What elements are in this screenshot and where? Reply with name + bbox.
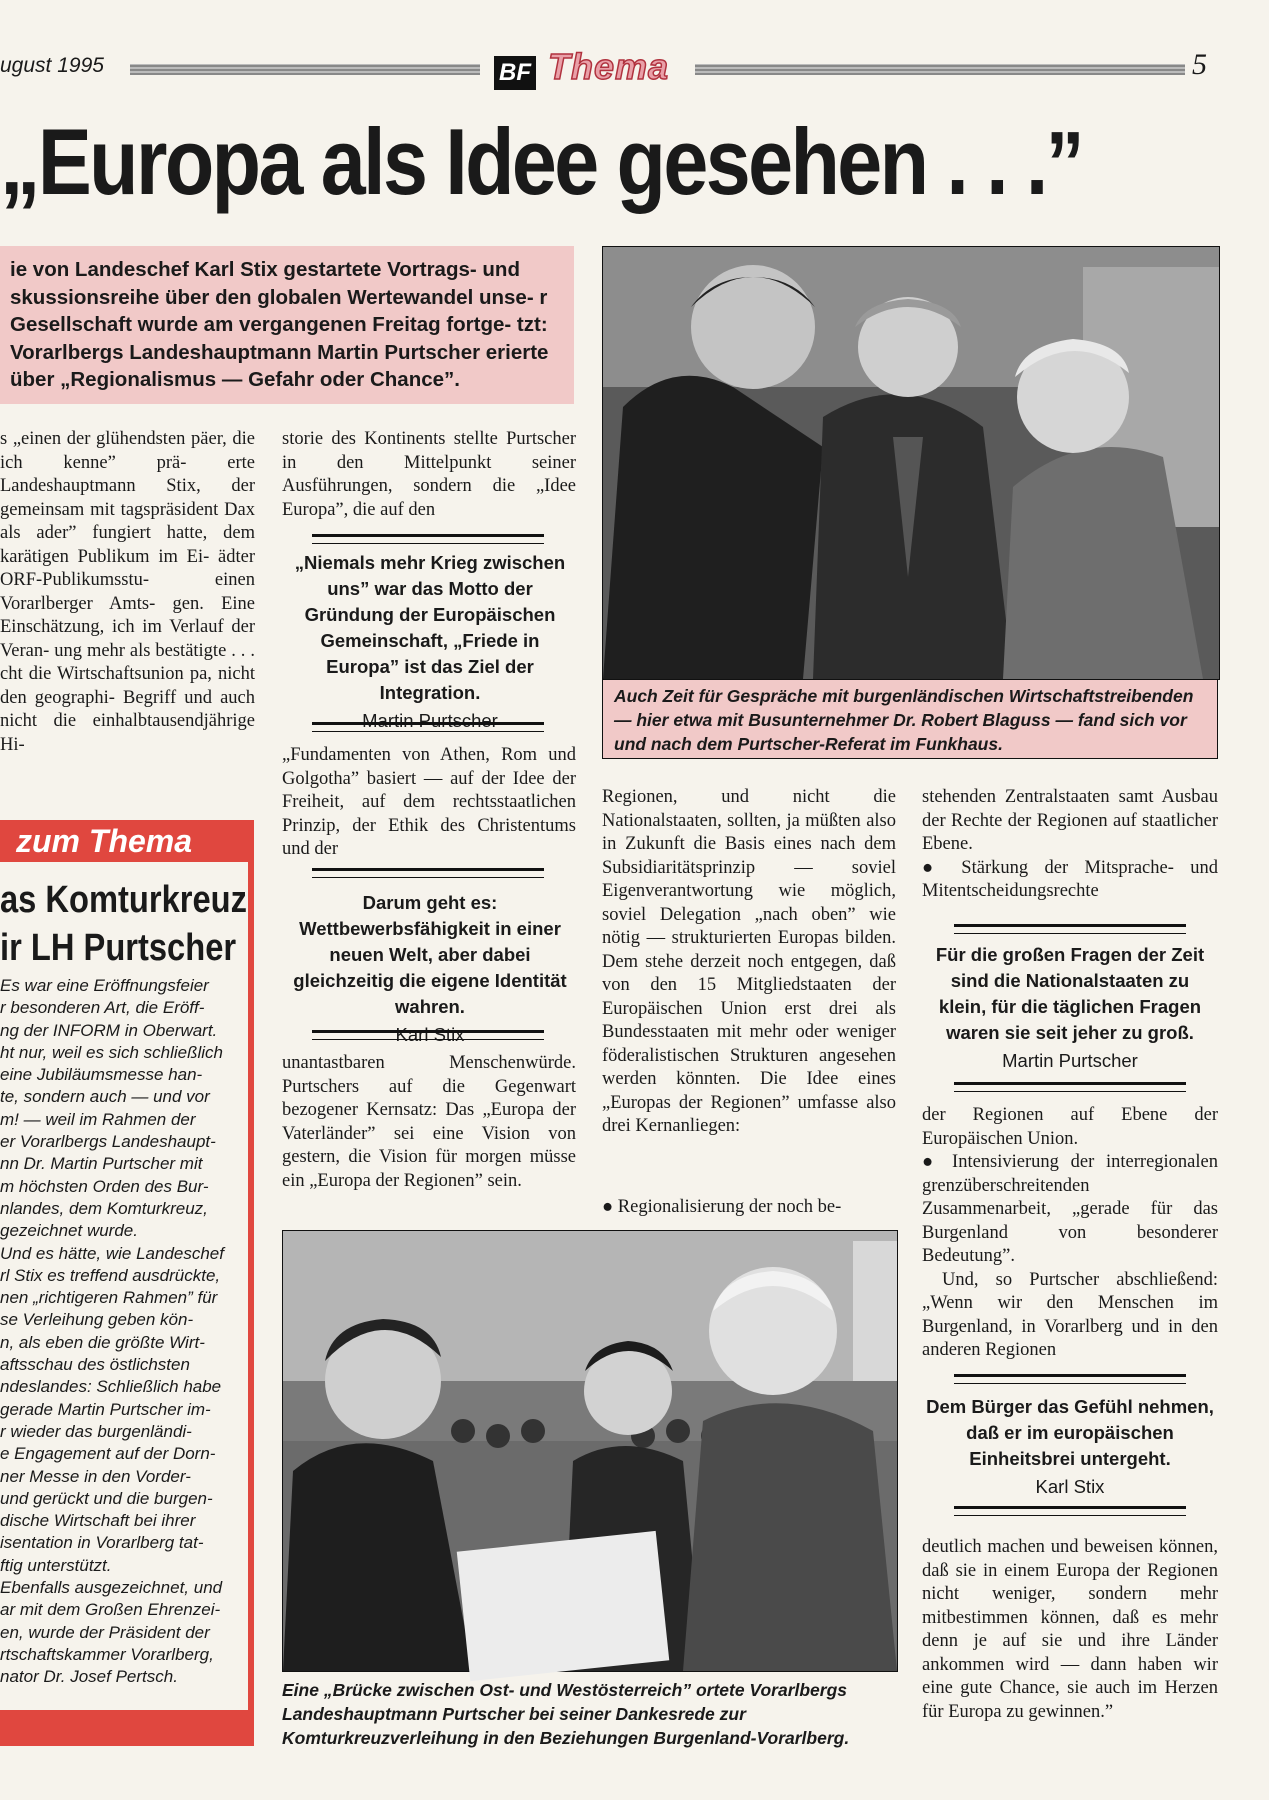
page-number: 5 bbox=[1192, 48, 1207, 81]
sidebar-text-line: isentation in Vorarlberg tat- bbox=[0, 1533, 204, 1553]
sidebar-text-line: ndeslandes: Schließlich habe bbox=[0, 1377, 222, 1397]
sidebar-text-line: Ebenfalls ausgezeichnet, und bbox=[0, 1578, 223, 1598]
lead-paragraph: ie von Landeschef Karl Stix gestartete Vortrags- und skussionsreihe über den globalen Wertewandel unse- r Gesellschaft wurde am vergangenen Freitag fortge- tzt: Vorarlbergs Landeshauptmann Martin Purtscher erierte über „Regionalismus — Gefahr oder Chance”. bbox=[0, 246, 574, 404]
header-rule-right bbox=[695, 64, 1185, 75]
photo-conversation-image bbox=[603, 247, 1219, 679]
column-4-text-c: Und, so Purtscher abschließend: „Wenn wir den Menschen im Burgenland, in Vorarlberg und in den anderen Regionen bbox=[922, 1269, 1218, 1360]
sidebar-text-line: ng der INFORM in Oberwart. bbox=[0, 1020, 218, 1040]
sidebar-text-line: gerade Martin Purtscher im- bbox=[0, 1399, 211, 1419]
sidebar-text-line: m höchsten Orden des Bur- bbox=[0, 1176, 209, 1196]
sidebar-text-line: aftsschau des östlichsten bbox=[0, 1355, 190, 1375]
photo-conversation-caption: Auch Zeit für Gespräche mit burgenländischen Wirtschaftstreibenden — hier etwa mit Busunternehmer Dr. Robert Blaguss — fand sich vor und nach dem Purtscher-Referat im Funkhaus. bbox=[614, 686, 1194, 754]
sidebar-text-line: und gerückt und die burgen- bbox=[0, 1488, 213, 1508]
column-4-bullet-b: ● Intensivierung der interregionalen grenzüberschreitenden Zusammenarbeit, „gerade für das Burgenland von besonderer Bedeutung”. bbox=[922, 1152, 1218, 1266]
article-column-3 bbox=[602, 786, 896, 1186]
sidebar-text-line: m! — weil im Rahmen der bbox=[0, 1109, 196, 1129]
sidebar-text-line: te, sondern auch — und vor bbox=[0, 1087, 210, 1107]
article-column-2-mid bbox=[282, 744, 576, 864]
article-column-4-bottom bbox=[922, 1536, 1218, 1756]
sidebar-text-line: ar mit dem Großen Ehrenzei- bbox=[0, 1600, 221, 1620]
quote-rule bbox=[954, 1506, 1186, 1516]
quote-rule bbox=[954, 924, 1186, 934]
article-column-1 bbox=[0, 428, 255, 808]
column-4-text-b: der Regionen auf Ebene der Europäischen Union. bbox=[922, 1105, 1218, 1149]
column-3-text: Regionen, und nicht die Nationalstaaten, sollten, ja müßten also in Zukunft die Basis eines nach dem Subsidiaritätsprinzip — soviel Eigenverantwortung wie möglich, soviel Delegation „nach oben” wie nötig — strukturierten Europas bilden. Dem stehe derzeit noch entgegen, daß von den 15 Mitgliedstaaten der Europäischen Union erst drei als Bundesstaaten mit mehr oder weniger föderalistischen Strukturen angesehen werden könnten. Die Idee eines „Europas der Regionen” umfasse also drei Kernanliegen: bbox=[602, 787, 896, 1136]
publication-logo: BF bbox=[494, 56, 536, 90]
quote-rule bbox=[954, 1374, 1186, 1384]
sidebar-text-line: er Vorarlbergs Landeshaupt- bbox=[0, 1132, 216, 1152]
quote-rule bbox=[312, 722, 544, 732]
quote-rule bbox=[312, 868, 544, 878]
sidebar-text-line: en, wurde der Präsident der bbox=[0, 1622, 210, 1642]
sidebar-text-line: eine Jubiläumsmesse han- bbox=[0, 1065, 203, 1085]
sidebar-title bbox=[0, 876, 247, 972]
sidebar-text-line: n, als eben die größte Wirt- bbox=[0, 1332, 205, 1352]
article-column-4-mid bbox=[922, 1104, 1218, 1364]
sidebar-text-line: nen „richtigeren Rahmen” für bbox=[0, 1288, 218, 1308]
sidebar-text-line: rtschaftskammer Vorarlberg, bbox=[0, 1644, 214, 1664]
sidebar-text-line: ht nur, weil es sich schließlich bbox=[0, 1042, 223, 1062]
column-2-text-a: storie des Kontinents stellte Purtscher in den Mittelpunkt seiner Ausführungen, sondern die „Idee Europa”, die auf den bbox=[282, 429, 576, 520]
headline: „Europa als Idee gesehen . . .” bbox=[0, 109, 1082, 214]
sidebar-footer-bar bbox=[0, 1710, 254, 1746]
pull-quote-4-text: Dem Bürger das Gefühl nehmen, daß er im europäischen Einheitsbrei untergeht. bbox=[926, 1396, 1214, 1469]
pull-quote-2-author: Karl Stix bbox=[395, 1024, 465, 1045]
pull-quote-3-author: Martin Purtscher bbox=[1002, 1050, 1138, 1071]
issue-date: ugust 1995 bbox=[0, 54, 104, 77]
sidebar-text-line: se Verleihung geben kön- bbox=[0, 1310, 194, 1330]
header-rule-left bbox=[130, 64, 480, 75]
sidebar-text-line: nlandes, dem Komturkreuz, bbox=[0, 1198, 208, 1218]
article-column-4-top bbox=[922, 786, 1218, 901]
pull-quote-3 bbox=[926, 942, 1214, 1074]
column-4-bullet-a: ● Stärkung der Mitsprache- und Mitentscheidungsrechte bbox=[922, 857, 1218, 901]
photo-award-ceremony-caption: Eine „Brücke zwischen Ost- und Westösterreich” ortete Vorarlbergs Landeshauptmann Purtscher bei seiner Dankesrede zur Komturkreuzverleihung in den Beziehungen Burgenland-Vorarlberg. bbox=[282, 1680, 850, 1748]
sidebar-kicker: zum Thema bbox=[16, 823, 193, 859]
sidebar-text-line: ftig unterstützt. bbox=[0, 1555, 112, 1575]
headline-text: Europa als Idee gesehen . . . bbox=[37, 109, 1046, 214]
column-4-text-d: deutlich machen und beweisen können, daß sie in einem Europa der Regionen nicht weniger, sondern mehr mitbestimmen können, daß es mehr denn je auf sie und ihre Länder ankommen wird — dann haben wir eine gute Chance, sie auch im Herzen für Europa zu gewinnen.” bbox=[922, 1537, 1218, 1722]
pull-quote-2 bbox=[292, 890, 568, 1048]
sidebar-text-line: r besonderen Art, die Eröff- bbox=[0, 998, 205, 1018]
pull-quote-1-author: Martin Purtscher bbox=[362, 710, 498, 731]
pull-quote-1 bbox=[286, 550, 574, 734]
photo-award-ceremony-image bbox=[283, 1231, 897, 1671]
sidebar-text-line: Es war eine Eröffnungsfeier bbox=[0, 976, 209, 995]
column-2-text-c: unantastbaren Menschenwürde. Purtschers auf die Gegenwart bezogener Kernsatz: Das „Europa der Vaterländer” sei eine Vision von gestern, die Vision für morgen müsse ein „Europa der Regionen” sein. bbox=[282, 1053, 576, 1191]
photo-award-ceremony bbox=[282, 1230, 898, 1672]
sidebar-text-line: rl Stix es treffend ausdrückte, bbox=[0, 1265, 221, 1285]
sidebar-text-line: gezeichnet wurde. bbox=[0, 1221, 138, 1241]
quote-rule bbox=[954, 1082, 1186, 1092]
article-column-2-top bbox=[282, 428, 576, 524]
sidebar-text bbox=[0, 975, 242, 1689]
sidebar-title-line-1: as Komturkreuz bbox=[0, 879, 247, 921]
sidebar-text-line: r wieder das burgenländi- bbox=[0, 1421, 192, 1441]
sidebar-title-line-2: ir LH Purtscher bbox=[0, 927, 237, 969]
column-4-text-a: stehenden Zentralstaaten samt Ausbau der Rechte der Regionen auf staatlicher Ebene. bbox=[922, 787, 1218, 854]
sidebar-text-line: nator Dr. Josef Pertsch. bbox=[0, 1667, 178, 1687]
sidebar-text-line: e Engagement auf der Dorn- bbox=[0, 1444, 216, 1464]
pull-quote-4-author: Karl Stix bbox=[1035, 1476, 1105, 1497]
pull-quote-4 bbox=[926, 1394, 1214, 1500]
pull-quote-3-text: Für die großen Fragen der Zeit sind die Nationalstaaten zu klein, für die täglichen Fragen waren sie seit jeher zu groß. bbox=[935, 944, 1205, 1043]
column-1-text: s „einen der glühendsten päer, die ich kenne” prä- erte Landeshauptmann Stix, der gemeinsam mit tagspräsident Dax als ader” fungiert hatte, dem karätigen Publikum im Ei- ädter ORF-Publikumsstu- einen Vorarlberger Amts- gen. Eine Einschätzung, ich im Verlauf der Veran- ung mehr als bestätigte . . . cht die Wirtschaftsunion pa, nicht den geographi- Begriff und auch nicht die einhalbtausendjährige Hi- bbox=[0, 429, 255, 755]
sidebar-text-line: Und es hätte, wie Landeschef bbox=[0, 1243, 224, 1263]
section-title: Thema bbox=[548, 46, 670, 87]
pull-quote-1-text: „Niemals mehr Krieg zwischen uns” war das Motto der Gründung der Europäischen Gemeinschaft, „Friede in Europa” ist das Ziel der Integration. bbox=[294, 552, 566, 703]
article-column-2-bottom bbox=[282, 1052, 576, 1222]
sidebar-text-line: ner Messe in den Vorder- bbox=[0, 1466, 191, 1486]
column-3-bullet: ● Regionalisierung der noch be- bbox=[602, 1197, 842, 1217]
sidebar-text-line: nn Dr. Martin Purtscher mit bbox=[0, 1154, 203, 1174]
quote-rule bbox=[312, 534, 544, 544]
sidebar-text-line: dische Wirtschaft bei ihrer bbox=[0, 1511, 196, 1531]
photo-conversation bbox=[602, 246, 1220, 680]
pull-quote-2-text: Darum geht es: Wettbewerbsfähigkeit in einer neuen Welt, aber dabei gleichzeitig die eigene Identität wahren. bbox=[293, 892, 567, 1017]
quote-rule bbox=[312, 1030, 544, 1040]
column-2-text-b: „Fundamenten von Athen, Rom und Golgotha” basiert — auf der Idee der Freiheit, auf dem rechtsstaatlichen Prinzip, der Ethik des Christentums und der bbox=[282, 745, 576, 859]
